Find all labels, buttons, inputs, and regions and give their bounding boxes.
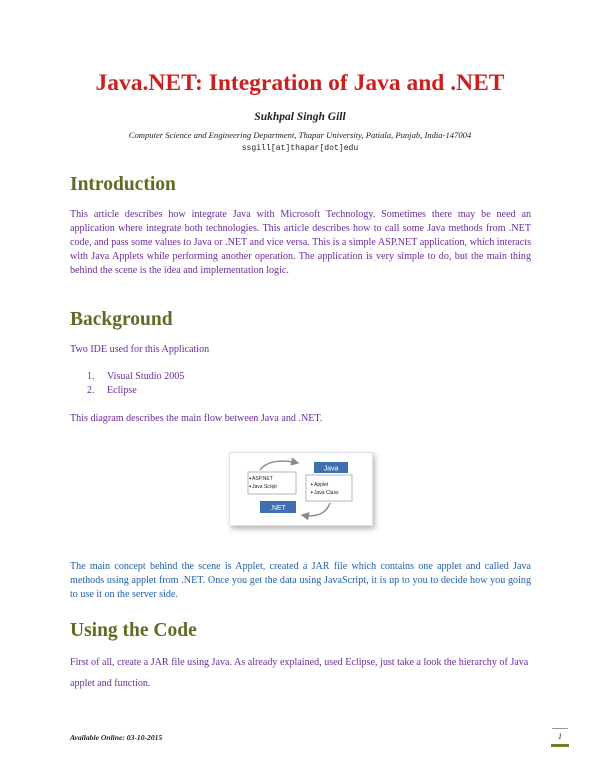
introduction-paragraph: This article describes how integrate Java with Microsoft Technology. Sometimes there may be need an application where integrate both technologies. This article describes how to call some Java methods from .NET code, and pass some values to Java or .NET and vice versa. This is a simple ASP.NET application, which interacts with Java Applets while performing another operation. The application is very simple to do, but the main thing behind the scene is the idea and implementation logic. [70,209,531,276]
flow-diagram-svg [230,453,372,525]
using-code-paragraph: First of all, create a JAR file using Java. As already explained, used Eclipse, just take a look the hierarchy of Java applet and function. [70,657,529,689]
section-heading-background: Background [70,309,173,330]
list-item-number: 1. [87,371,95,382]
list-item-text: Eclipse [107,385,137,396]
section-heading-introduction: Introduction [70,174,176,195]
list-item [87,384,184,398]
bullet-icon [311,492,313,494]
java-label: Java [323,465,339,473]
flow-diagram [229,452,373,526]
java-box [306,475,352,501]
net-box-item: Java Script [252,484,277,490]
paper-title: Java.NET: Integration of Java and .NET [95,70,505,96]
concept-paragraph: The main concept behind the scene is Applet, created a JAR file which contains one applet and called Java methods using applet from .NET. Once you get the data using JavaScript, it is up to you to decide how you going to use it on the server side. [70,561,531,600]
bullet-icon [311,484,313,486]
background-intro: Two IDE used for this Application [70,344,210,355]
net-box-item: ASP.NET [252,476,273,482]
net-label: .NET [270,505,286,512]
bullet-icon [249,478,251,480]
ide-list [87,370,184,398]
paper-email: ssgill[at]thapar[dot]edu [241,144,359,153]
list-item-text: Visual Studio 2005 [107,371,185,382]
java-box-item: Applet [314,482,329,488]
list-item-number: 2. [87,385,95,396]
footer-bar [551,744,569,747]
section-heading-using-code: Using the Code [70,620,197,641]
paper-affiliation: Computer Science and Engineering Department, Thapar University, Patiala, Punjab, India-147004 [128,130,472,140]
java-box-item: Java Class [314,490,339,496]
footer-rule [552,728,568,729]
bullet-icon [249,486,251,488]
footer-page-number: 1 [558,732,562,741]
flow-arrow [302,503,330,516]
flow-arrow [260,461,298,470]
list-item [87,370,184,384]
footer-date: Available Online: 03-10-2015 [70,733,163,742]
diagram-caption: This diagram describes the main flow between Java and .NET. [70,413,323,424]
paper-author: Sukhpal Singh Gill [254,111,346,123]
